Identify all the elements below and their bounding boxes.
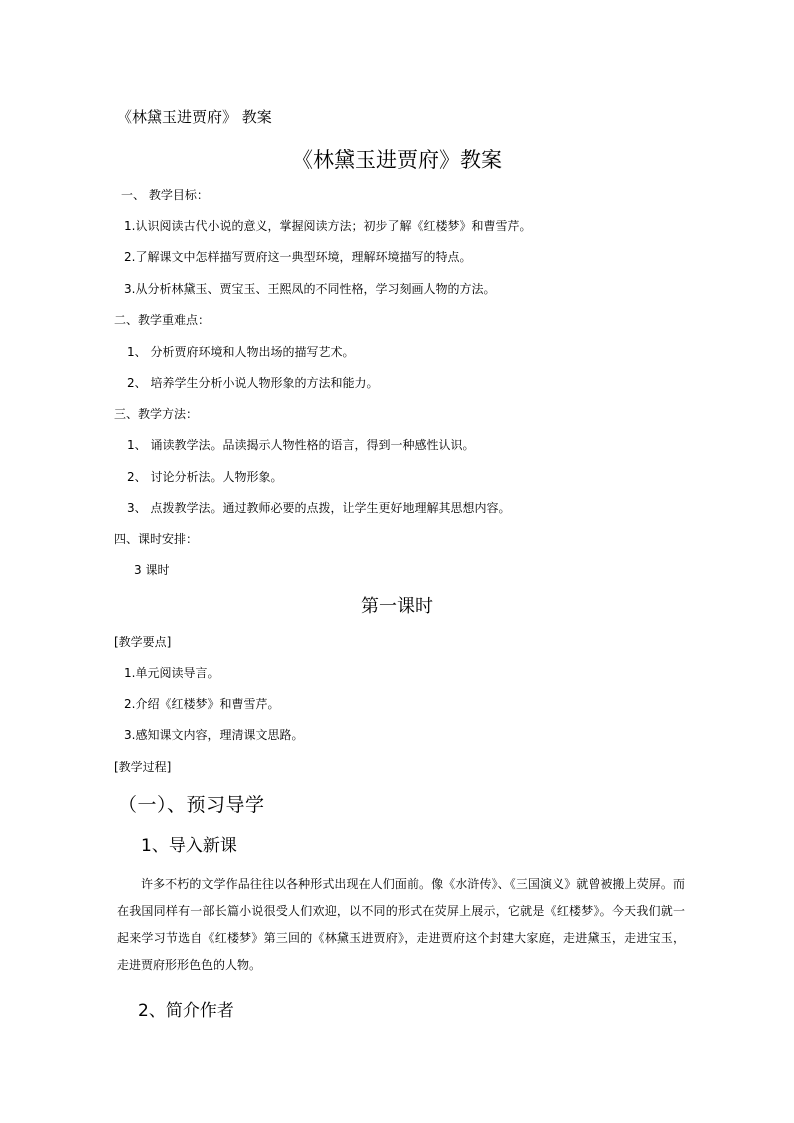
section-schedule-heading: 四、课时安排： <box>114 532 199 546</box>
teaching-points-label: [教学要点] <box>114 635 172 649</box>
document-title: 《林黛玉进贾府》教案 <box>292 148 502 172</box>
subheading-author: 2、简介作者 <box>138 1001 234 1021</box>
teaching-process-label: [教学过程] <box>114 760 172 774</box>
intro-paragraph: 许多不朽的文学作品往往以各种形式出现在人们面前。像《水浒传》、《三国演义》就曾被搬上荧屏。而在我国同样有一部长篇小说很受人们欢迎，以不同的形式在荧屏上展示，它就是《红楼梦》。今天我们就一起来学习节选自《红楼梦》第三回的《林黛玉进贾府》，走进贾府这个封建大家庭，走进黛玉，走进宝玉，走进贾府形形色色的人物。 <box>117 877 685 972</box>
section-key-points-heading: 二、教学重难点： <box>114 313 211 327</box>
key-point-item-1: 1、 分析贾府环境和人物出场的描写艺术。 <box>127 345 355 359</box>
document-header: 《林黛玉进贾府》 教案 <box>117 108 272 126</box>
subheading-intro: 1、导入新课 <box>141 836 237 856</box>
method-item-2: 2、 讨论分析法。人物形象。 <box>127 470 283 484</box>
method-item-3: 3、 点拨教学法。通过教师必要的点拨，让学生更好地理解其思想内容。 <box>127 501 511 515</box>
objective-item-3: 3.从分析林黛玉、贾宝玉、王熙凤的不同性格，学习刻画人物的方法。 <box>124 282 496 296</box>
section-objectives-heading: 一、 教学目标： <box>121 188 209 202</box>
schedule-value: 3 课时 <box>134 563 170 577</box>
teaching-point-3: 3.感知课文内容，理清课文思路。 <box>124 728 304 742</box>
part-heading-preview: （一）、预习导学 <box>118 794 265 816</box>
method-item-1: 1、 诵读教学法。品读揭示人物性格的语言，得到一种感性认识。 <box>127 438 475 452</box>
teaching-point-1: 1.单元阅读导言。 <box>124 666 220 680</box>
objective-item-1: 1.认识阅读古代小说的意义，掌握阅读方法；初步了解《红楼梦》和曹雪芹。 <box>124 219 532 233</box>
section-methods-heading: 三、教学方法： <box>114 407 199 421</box>
teaching-point-2: 2.介绍《红楼梦》和曹雪芹。 <box>124 697 280 711</box>
lesson-title: 第一课时 <box>361 596 433 617</box>
key-point-item-2: 2、 培养学生分析小说人物形象的方法和能力。 <box>127 376 379 390</box>
objective-item-2: 2.了解课文中怎样描写贾府这一典型环境，理解环境描写的特点。 <box>124 250 472 264</box>
